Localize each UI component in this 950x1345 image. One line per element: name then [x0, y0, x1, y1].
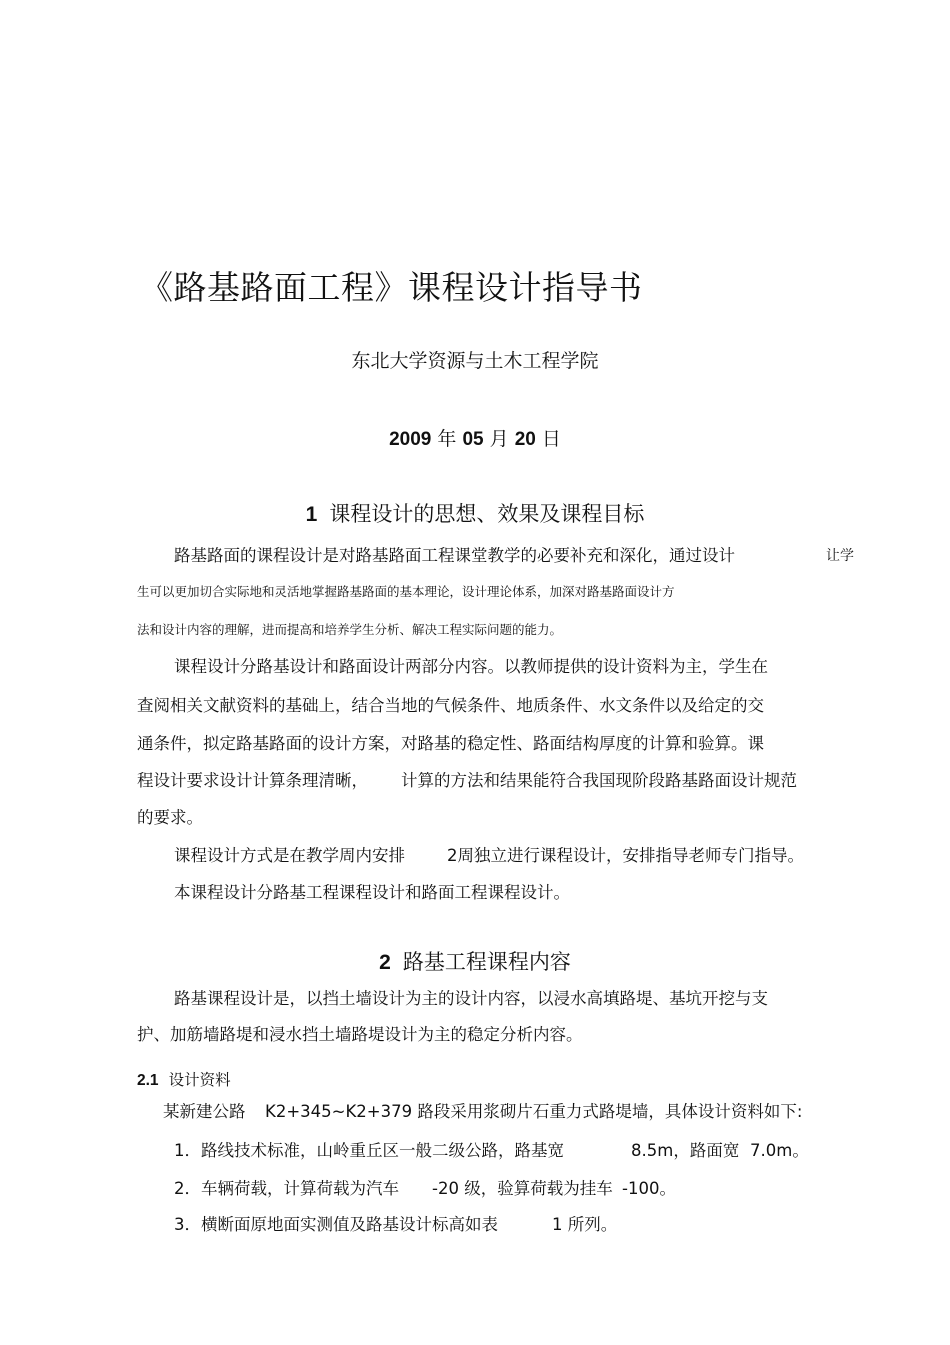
s1-p3-part-b: 2周独立进行课程设计，安排指导老师专门指导。	[447, 846, 804, 865]
s2-1-intro-a: 某新建公路	[163, 1102, 246, 1121]
date-year-unit: 年	[437, 428, 457, 450]
s2-p1-line1: 路基课程设计是，以挡土墙设计为主的设计内容，以浸水高填路堤、基坑开挖与支	[174, 989, 768, 1008]
list-item-1-a: 1．路线技术标准，山岭重丘区一般二级公路，路基宽	[174, 1141, 564, 1160]
s1-p4: 本课程设计分路基工程课程设计和路面工程课程设计。	[174, 883, 570, 902]
s1-p1-line3: 法和设计内容的理解，进而提高和培养学生分析、解决工程实际问题的能力。	[137, 622, 563, 637]
document-title: 《路基路面工程》课程设计指导书	[140, 268, 643, 307]
list-item-2-c: -100。	[622, 1179, 676, 1198]
section-1-number: 1	[305, 503, 318, 526]
list-item-1	[174, 1141, 564, 1161]
s1-p3-part-a: 课程设计方式是在教学周内安排	[174, 846, 405, 865]
s1-p2-line5: 的要求。	[137, 808, 203, 827]
s1-p1-line1-tail: 让学	[826, 548, 854, 564]
s1-p2-line4b: 计算的方法和结果能符合我国现阶段路基路面设计规范	[401, 771, 797, 790]
date-year: 2009	[389, 429, 432, 450]
s2-p1-line2: 护、加筋墙路堤和浸水挡土墙路堤设计为主的稳定分析内容。	[137, 1025, 583, 1044]
section-2-heading	[0, 950, 950, 975]
s1-p2-line2: 查阅相关文献资料的基础上，结合当地的气候条件、地质条件、水文条件以及给定的交	[137, 696, 764, 715]
list-item-2-b: -20 级，验算荷载为挂车	[432, 1179, 613, 1198]
section-2-number: 2	[379, 951, 391, 974]
section-1-heading	[0, 502, 950, 527]
list-item-1-b: 8.5m，路面宽	[631, 1141, 740, 1160]
subsection-2-1-number: 2.1	[137, 1072, 159, 1089]
section-2-title: 路基工程课程内容	[402, 950, 571, 974]
date-day-unit: 日	[541, 428, 561, 450]
list-item-3-a: 3．横断面原地面实测值及路基设计标高如表	[174, 1215, 498, 1234]
list-item-3	[174, 1215, 498, 1235]
list-item-1-c: 7.0m。	[750, 1141, 809, 1160]
subsection-2-1-title: 设计资料	[168, 1071, 231, 1089]
date-month-unit: 月	[489, 428, 509, 450]
s2-1-intro-b: K2+345~K2+379 路段采用浆砌片石重力式路堤墙，具体设计资料如下:	[265, 1102, 803, 1121]
list-item-3-b: 1 所列。	[552, 1215, 618, 1234]
document-date	[0, 428, 950, 452]
s1-p1-line2: 生可以更加切合实际地和灵活地掌握路基路面的基本理论，设计理论体系，加深对路基路面设计方	[137, 584, 675, 599]
s1-p2-line1: 课程设计分路基设计和路面设计两部分内容。以教师提供的设计资料为主，学生在	[174, 657, 768, 676]
date-month: 05	[462, 429, 484, 450]
organization: 东北大学资源与土木工程学院	[351, 350, 599, 372]
s1-p1-line1: 路基路面的课程设计是对路基路面工程课堂教学的必要补充和深化，通过设计	[174, 546, 735, 565]
section-1-title: 课程设计的思想、效果及课程目标	[329, 502, 645, 526]
list-item-2-a: 2．车辆荷载，计算荷载为汽车	[174, 1179, 399, 1198]
s1-p2-line4a: 程设计要求设计计算条理清晰，	[137, 771, 368, 790]
subsection-2-1-heading	[137, 1071, 231, 1091]
list-item-2	[174, 1179, 399, 1199]
date-day: 20	[514, 429, 536, 450]
s1-p2-line3: 通条件，拟定路基路面的设计方案，对路基的稳定性、路面结构厚度的计算和验算。课	[137, 734, 764, 753]
